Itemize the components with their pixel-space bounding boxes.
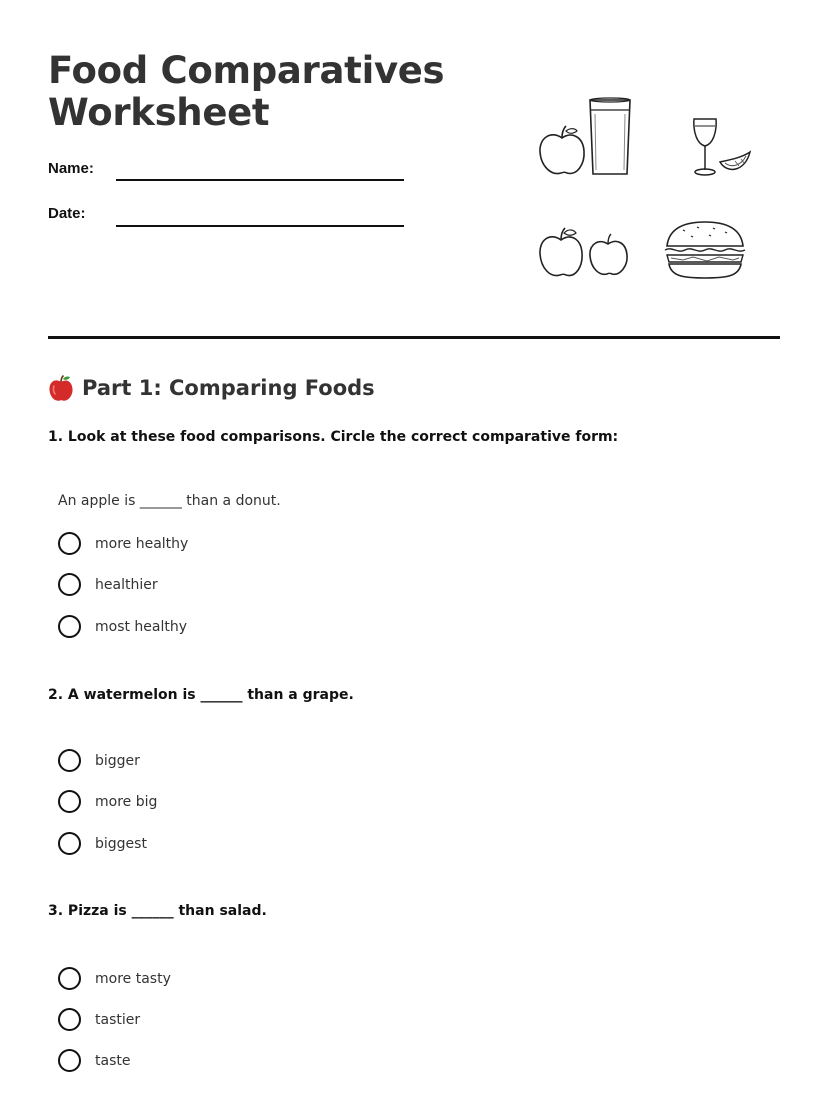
radio-circle[interactable] xyxy=(58,1049,81,1072)
option-label: more tasty xyxy=(95,970,171,987)
radio-circle[interactable] xyxy=(58,1008,81,1031)
section-divider xyxy=(48,336,780,339)
option-label: tastier xyxy=(95,1011,141,1028)
date-label: Date: xyxy=(48,205,86,222)
option-label: most healthy xyxy=(95,618,188,635)
radio-circle[interactable] xyxy=(58,573,81,596)
title-line-2: Worksheet xyxy=(48,91,270,134)
radio-circle[interactable] xyxy=(58,749,81,772)
part1-heading xyxy=(48,374,375,402)
question-2-prompt: 2. A watermelon is ______ than a grape. xyxy=(48,687,354,703)
option-label: healthier xyxy=(95,576,158,593)
apple-icon xyxy=(537,124,587,178)
question-3-prompt: 3. Pizza is ______ than salad. xyxy=(48,903,267,919)
option-label: more big xyxy=(95,793,158,810)
option-label: more healthy xyxy=(95,535,189,552)
q1-option-1[interactable] xyxy=(58,532,188,555)
radio-circle[interactable] xyxy=(58,967,81,990)
worksheet-title xyxy=(48,50,444,134)
question-1-sentence: An apple is ______ than a donut. xyxy=(58,493,281,509)
q1-option-3[interactable] xyxy=(58,615,187,638)
q3-option-3[interactable] xyxy=(58,1049,130,1072)
name-label: Name: xyxy=(48,160,94,177)
name-field[interactable] xyxy=(116,179,404,181)
q2-option-1[interactable] xyxy=(58,749,140,772)
option-label: biggest xyxy=(95,835,147,852)
radio-circle[interactable] xyxy=(58,832,81,855)
q3-option-1[interactable] xyxy=(58,967,171,990)
option-label: taste xyxy=(95,1052,131,1069)
food-illustrations xyxy=(525,88,765,288)
lemon-slice-icon xyxy=(717,146,753,174)
q1-option-2[interactable] xyxy=(58,573,158,596)
part1-heading-text: Part 1: Comparing Foods xyxy=(82,376,375,400)
q2-option-3[interactable] xyxy=(58,832,147,855)
hamburger-icon xyxy=(663,220,747,280)
radio-circle[interactable] xyxy=(58,532,81,555)
apple-emoji-icon xyxy=(48,374,74,402)
wine-glass-icon xyxy=(691,116,719,178)
radio-circle[interactable] xyxy=(58,790,81,813)
q3-option-2[interactable] xyxy=(58,1008,140,1031)
glass-of-milk-icon xyxy=(587,96,633,178)
radio-circle[interactable] xyxy=(58,615,81,638)
question-1-prompt: 1. Look at these food comparisons. Circle the correct comparative form: xyxy=(48,429,619,445)
two-apples-icon xyxy=(537,224,633,280)
q2-option-2[interactable] xyxy=(58,790,157,813)
date-field[interactable] xyxy=(116,225,404,227)
option-label: bigger xyxy=(95,752,140,769)
title-line-1: Food Comparatives xyxy=(48,49,445,92)
